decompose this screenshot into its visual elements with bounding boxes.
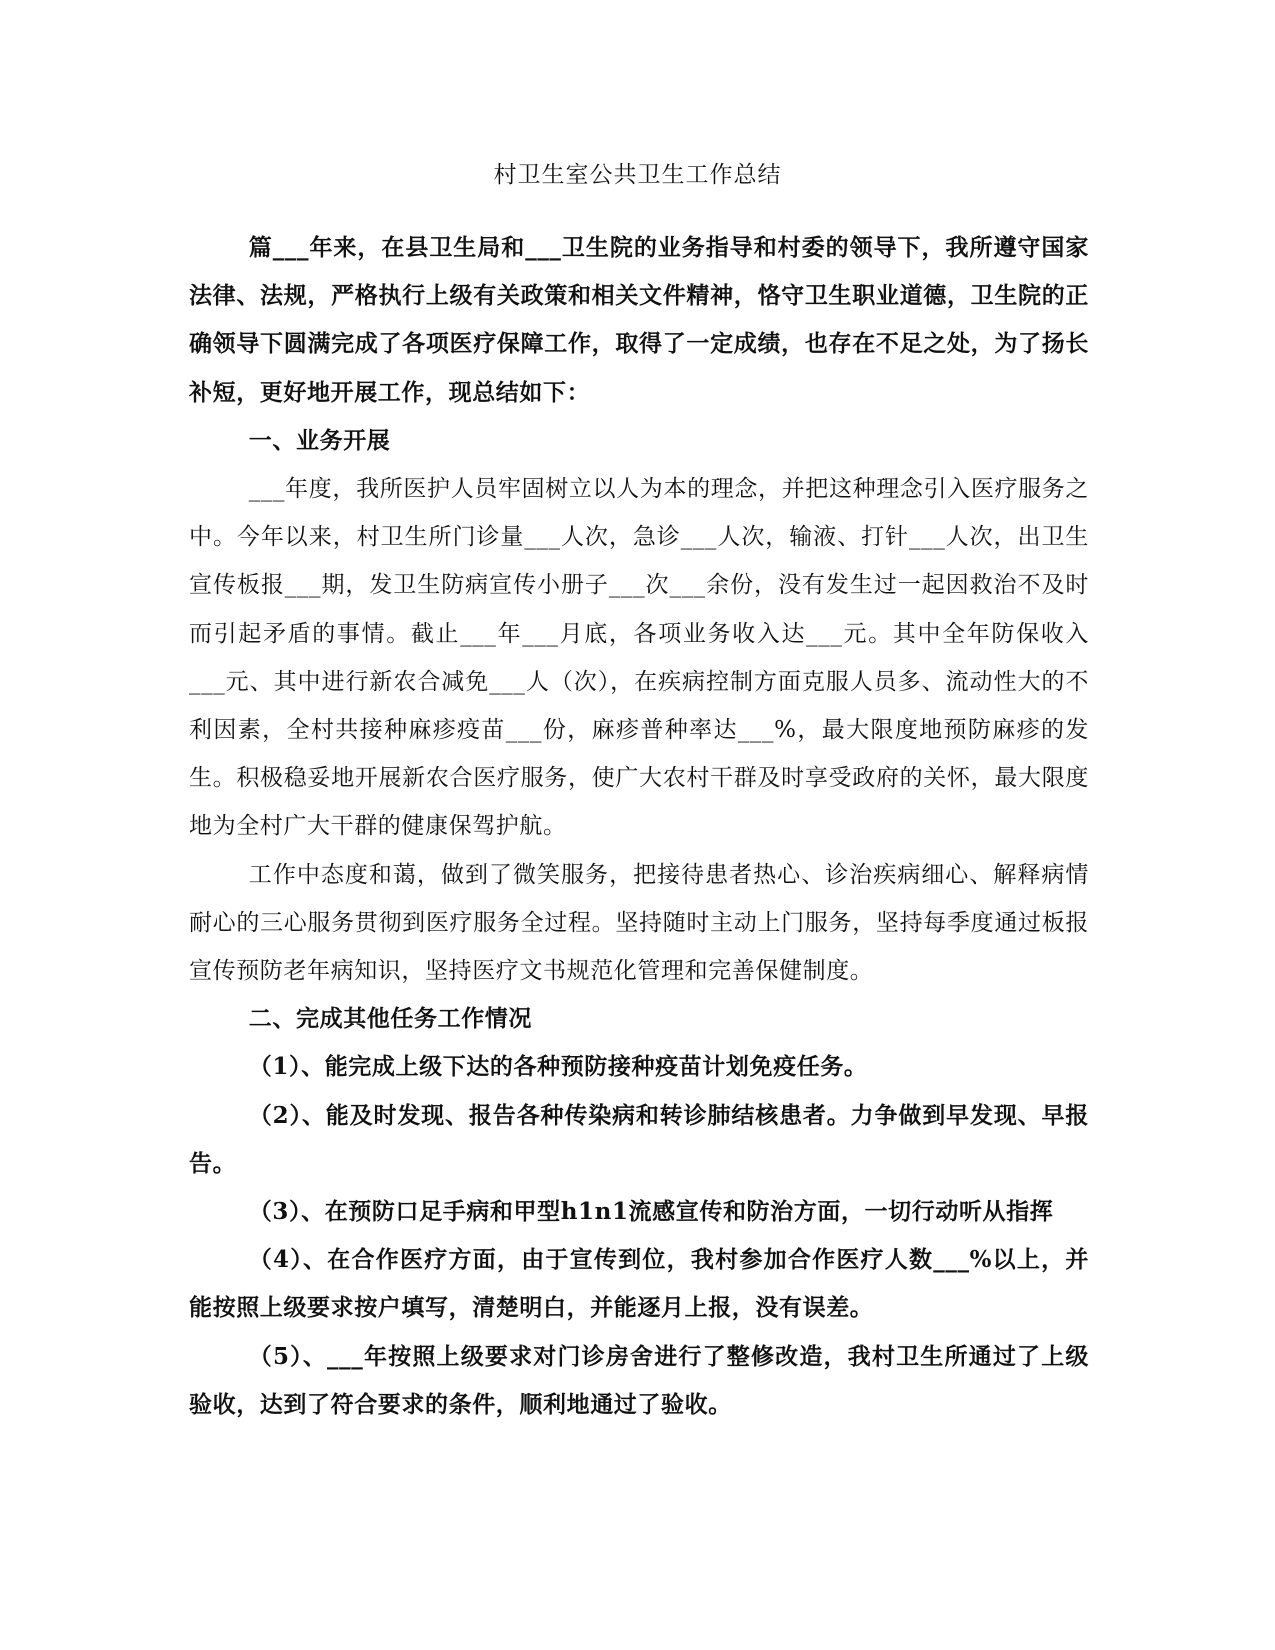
- document-body: [189, 224, 1089, 1429]
- task-item-3: （3）、在预防口足手病和甲型h1n1流感宣传和防治方面，一切行动听从指挥: [248, 1198, 1054, 1226]
- task-item-5: （5）、___年按照上级要求对门诊房舍进行了整修改造，我村卫生所通过了上级验收，达到了符合要求的条件，顺利地通过了验收。: [189, 1342, 1089, 1418]
- intro-paragraph: 篇___年来，在县卫生局和___卫生院的业务指导和村委的领导下，我所遵守国家法律、法规，严格执行上级有关政策和相关文件精神，恪守卫生职业道德，卫生院的正确领导下圆满完成了各项医疗保障工作，取得了一定成绩，也存在不足之处，为了扬长补短，更好地开展工作，现总结如下：: [189, 234, 1089, 406]
- section-heading-other-tasks: 二、完成其他任务工作情况: [248, 1005, 532, 1033]
- task-item-1: （1）、能完成上级下达的各种预防接种疫苗计划免疫任务。: [248, 1053, 868, 1081]
- section-heading-business: 一、业务开展: [248, 426, 391, 454]
- business-paragraph: ___年度，我所医护人员牢固树立以人为本的理念，并把这种理念引入医疗服务之中。今年以来，村卫生所门诊量___人次，急诊___人次，输液、打针___人次，出卫生宣传板报___期，发卫生防病宣传小册子___次___余份，没有发生过一起因救治不及时而引起矛盾的事情。截止___年___月底，各项业务收入达___元。其中全年防保收入___元、其中进行新农合减免___人（次），在疾病控制方面克服人员多、流动性大的不利因素，全村共接种麻疹疫苗___份，麻疹普种率达___%，最大限度地预防麻疹的发生。积极稳妥地开展新农合医疗服务，使广大农村干群及时享受政府的关怀，最大限度地为全村广大干群的健康保驾护航。: [189, 476, 1089, 840]
- task-item-4: （4）、在合作医疗方面，由于宣传到位，我村参加合作医疗人数___%以上，并能按照上级要求按户填写，清楚明白，并能逐月上报，没有误差。: [189, 1246, 1089, 1322]
- service-attitude-paragraph: 工作中态度和蔼，做到了微笑服务，把接待患者热心、诊治疾病细心、解释病情耐心的三心服务贯彻到医疗服务全过程。坚持随时主动上门服务，坚持每季度通过板报宣传预防老年病知识，坚持医疗文书规范化管理和完善保健制度。: [189, 861, 1089, 985]
- task-item-2: （2）、能及时发现、报告各种传染病和转诊肺结核患者。力争做到早发现、早报告。: [189, 1101, 1089, 1177]
- document-title: 村卫生室公共卫生工作总结: [493, 162, 782, 188]
